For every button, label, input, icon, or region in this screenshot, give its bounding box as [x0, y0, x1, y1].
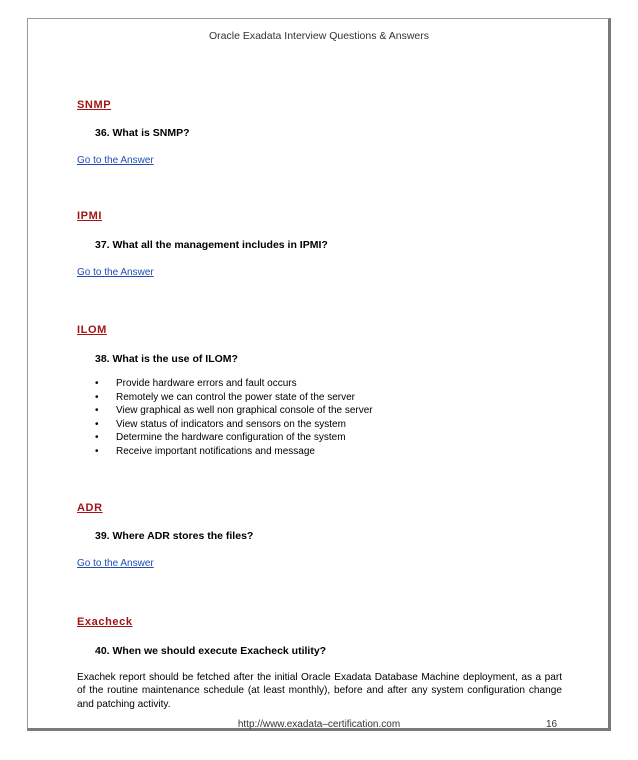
- section-title-exacheck: Exacheck: [77, 616, 133, 628]
- section-title-adr: ADR: [77, 502, 103, 514]
- section-title-ipmi: IPMI: [77, 210, 103, 222]
- list-item: • Determine the hardware configuration of the system: [95, 431, 373, 445]
- question-37: 37. What all the management includes in IPMI?: [95, 239, 328, 251]
- page-number: 16: [546, 719, 558, 730]
- go-to-answer-link-36[interactable]: Go to the Answer: [77, 155, 154, 166]
- list-item: • Remotely we can control the power state of the server: [95, 391, 373, 405]
- footer-url: http://www.exadata–certification.com: [237, 719, 401, 730]
- ilom-bullet-list: [95, 377, 373, 459]
- go-to-answer-link-39[interactable]: Go to the Answer: [77, 558, 154, 569]
- section-title-snmp: SNMP: [77, 99, 112, 111]
- list-item: • View graphical as well non graphical console of the server: [95, 404, 373, 418]
- question-40: 40. When we should execute Exacheck utility?: [95, 645, 327, 657]
- page-header: Oracle Exadata Interview Questions & Answers: [208, 30, 430, 42]
- list-item: • Receive important notifications and message: [95, 445, 373, 459]
- question-36: 36. What is SNMP?: [95, 127, 190, 139]
- answer-paragraph-40: Exachek report should be fetched after the initial Oracle Exadata Database Machine deployment, as a part of the routine maintenance schedule (at least monthly), before and after any system configuration change and patching activity.: [77, 672, 562, 710]
- question-39: 39. Where ADR stores the files?: [95, 530, 254, 542]
- list-item: • Provide hardware errors and fault occurs: [95, 377, 373, 391]
- section-title-ilom: ILOM: [77, 324, 107, 336]
- question-38: 38. What is the use of ILOM?: [95, 353, 238, 365]
- go-to-answer-link-37[interactable]: Go to the Answer: [77, 267, 154, 278]
- list-item: • View status of indicators and sensors on the system: [95, 418, 373, 432]
